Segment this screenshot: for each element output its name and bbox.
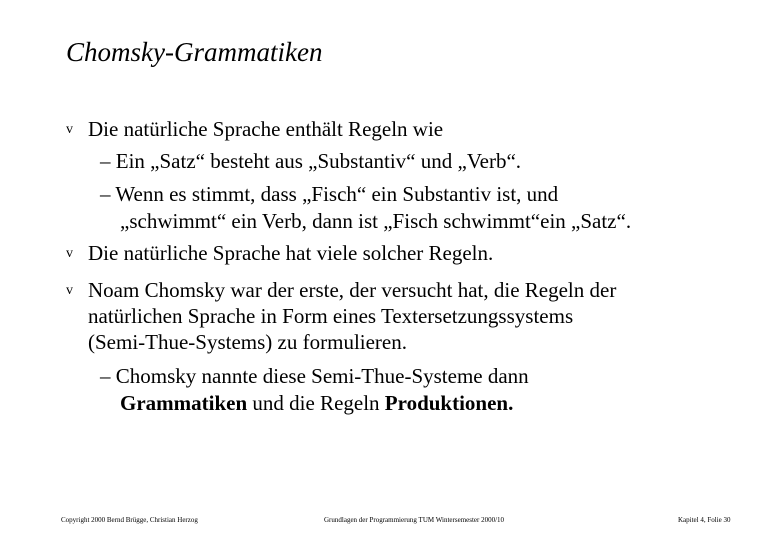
bullet-2-text: Die natürliche Sprache hat viele solcher Regeln.	[88, 241, 494, 265]
sub-bullet-1-2-line-1: – Wenn es stimmt, dass „Fisch“ ein Substantiv ist, und	[100, 182, 559, 206]
bullet-3-text-line-3: (Semi-Thue-Systems) zu formulieren.	[88, 330, 407, 354]
sub-bullet-3-1-line-1: – Chomsky nannte diese Semi-Thue-Systeme dann	[100, 364, 529, 388]
bullet-3-text-line-2: natürlichen Sprache in Form eines Textersetzungssystems	[88, 304, 574, 328]
bullet-marker-icon: v	[66, 283, 73, 298]
connector-text: und die Regeln	[247, 391, 385, 415]
term-produktionen: Produktionen.	[384, 391, 514, 415]
sub-bullet-3-1-line-2	[120, 391, 513, 415]
sub-bullet-1-2-line-2: „schwimmt“ ein Verb, dann ist „Fisch schwimmt“ein „Satz“.	[120, 209, 632, 233]
footer-page: Kapitel 4, Folie 30	[678, 516, 731, 524]
term-grammatiken: Grammatiken	[120, 391, 248, 415]
footer-course: Grundlagen der Programmierung TUM Wintersemester 2000/10	[324, 516, 505, 524]
bullet-marker-icon: v	[66, 122, 73, 137]
slide-title: Chomsky-Grammatiken	[66, 37, 323, 67]
bullet-1-text: Die natürliche Sprache enthält Regeln wie	[88, 117, 444, 141]
bullet-marker-icon: v	[66, 246, 73, 261]
bullet-3-text-line-1: Noam Chomsky war der erste, der versucht hat, die Regeln der	[88, 278, 617, 302]
footer-copyright: Copyright 2000 Bernd Brügge, Christian Herzog	[61, 516, 198, 524]
sub-bullet-1-1: – Ein „Satz“ besteht aus „Substantiv“ und „Verb“.	[100, 149, 522, 173]
